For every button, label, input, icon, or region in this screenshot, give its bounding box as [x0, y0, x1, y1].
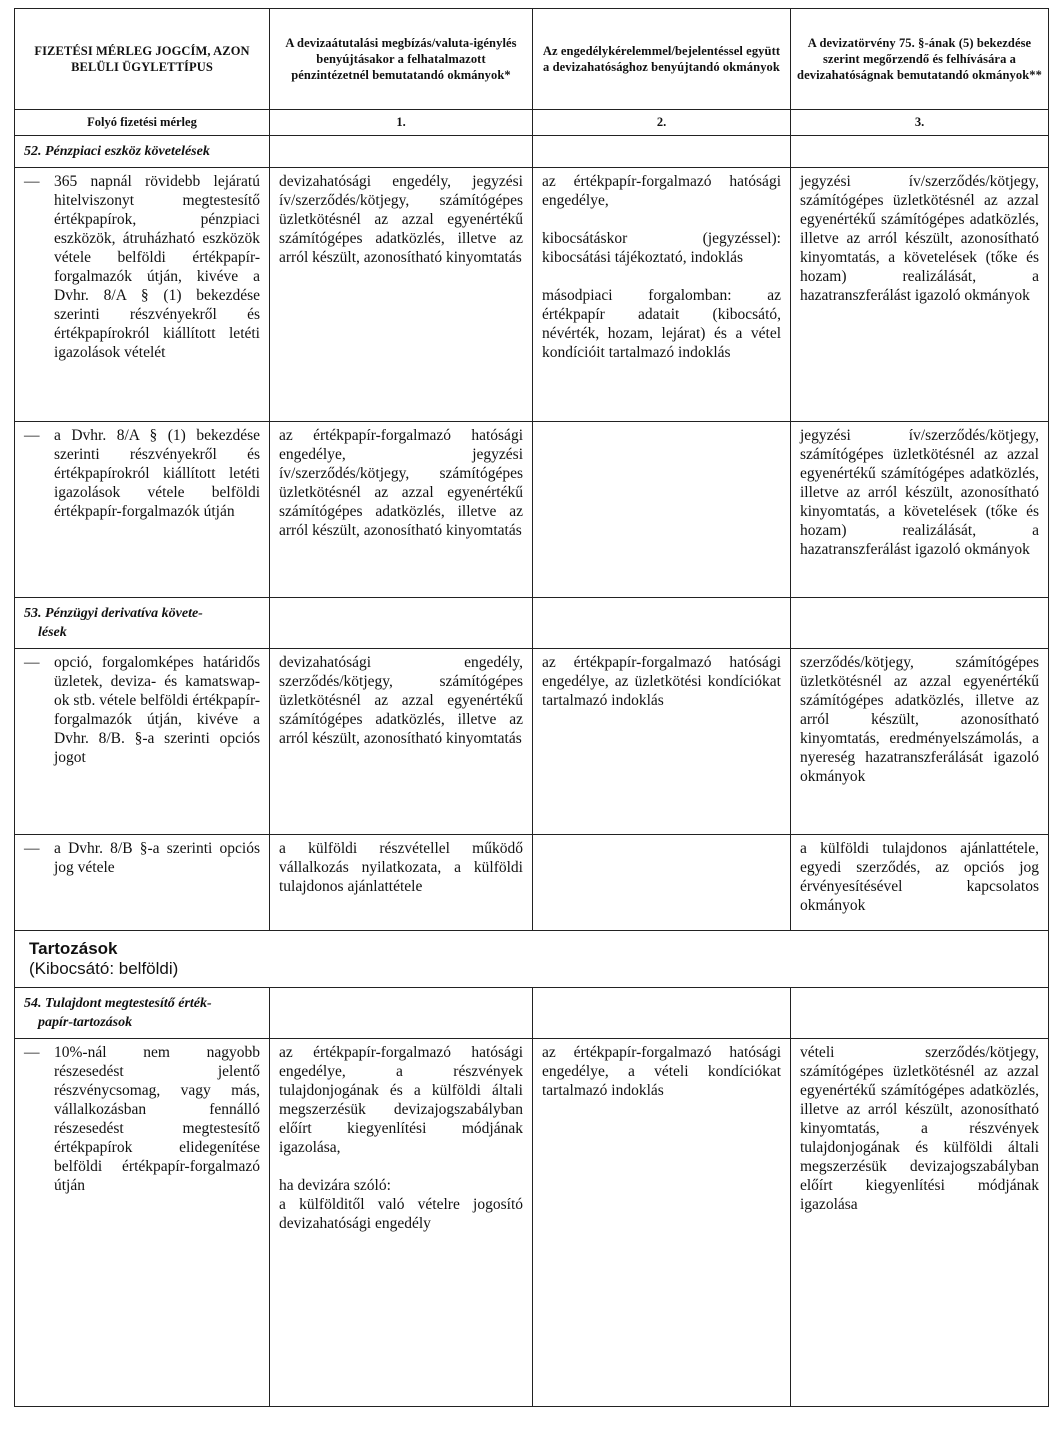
section-title-54	[15, 988, 270, 1039]
cell-col3: vételi szerződés/kötjegy, számítógépes üzletkötésnél az azzal egyenértékű számítógépes adatközlés, illetve az arról készült, azonosítható kinyomtatás, a részvények tulajdonjogának és külföldi általi megszerzésük devizajogszabályban előírt kiegyenlítési módjának igazolása	[791, 1039, 1049, 1407]
numbering-col0: Folyó fizetési mérleg	[15, 110, 270, 136]
empty-cell	[791, 931, 1049, 988]
cell-col3: jegyzési ív/szerződés/kötjegy, számítógépes üzletkötésnél az azzal egyenértékű számítógépes adatközlés, illetve az arról készült, azonosítható kinyomtatás, a követelések (tőke és hozam) realizálását, a hazatranszferálást igazoló okmányok	[791, 422, 1049, 598]
empty-cell	[270, 598, 533, 649]
cell-paragraph: kibocsátáskor (jegyzéssel): kibocsátási tájékoztató, indoklás	[542, 230, 781, 266]
cell-paragraph: ha devizára szóló:	[279, 1177, 391, 1194]
row-text: opció, forgalomképes határidős üzletek, deviza- és kamatswap-ok stb. vétele belföldi értékpapír-forgalmazók útján, kivéve a Dvhr. 8/B. §-a szerinti opciós jogot	[54, 654, 260, 766]
dash-marker: —	[24, 840, 40, 857]
header-col3: A devizatörvény 75. §-ának (5) bekezdése szerint megőrzendő és felhívására a devizahatóságnak bemutatandó okmányok**	[791, 9, 1049, 110]
numbering-col3: 3.	[791, 110, 1049, 136]
dash-marker: —	[24, 654, 40, 671]
header-row	[15, 9, 1049, 110]
dash-marker: —	[24, 173, 40, 190]
empty-cell	[791, 136, 1049, 168]
cell-col3: szerződés/kötjegy, számítógépes üzletkötésnél az azzal egyenértékű számítógépes adatközlés, illetve az arról készült, azonosítható kinyomtatás, eredményelszámolás, a nyereség hazatranszferálását igazoló okmányok	[791, 649, 1049, 835]
row-title	[15, 422, 270, 598]
table-row	[15, 835, 1049, 931]
dash-marker: —	[24, 427, 40, 444]
section-title-53	[15, 598, 270, 649]
cell-col2	[533, 835, 791, 931]
header-col2: Az engedélykérelemmel/bejelentéssel együtt a devizahatósághoz benyújtandó okmányok	[533, 9, 791, 110]
row-text: a Dvhr. 8/B §-a szerinti opciós jog vétele	[54, 840, 260, 876]
row-title	[15, 649, 270, 835]
section-row-53	[15, 598, 1049, 649]
cell-col3: a külföldi tulajdonos ajánlattétele, egyedi szerződés, az opciós jog érvényesítésével kapcsolatos okmányok	[791, 835, 1049, 931]
document-table	[14, 8, 1049, 1407]
empty-cell	[791, 598, 1049, 649]
cell-paragraph: az értékpapír-forgalmazó hatósági engedélye, a részvények tulajdonjogának és a külföldi általi megszerzésük devizajogszabályban előírt kiegyenlítési módjának igazolása,	[279, 1044, 523, 1156]
numbering-row	[15, 110, 1049, 136]
section-row-52	[15, 136, 1049, 168]
row-title	[15, 1039, 270, 1407]
tartozasok-row	[15, 931, 1049, 988]
header-col1: A devizaátutalási megbízás/valuta-igénylés benyújtásakor a felhatalmazott pénzintézetnél bemutatandó okmányok*	[270, 9, 533, 110]
tartozasok-heading	[15, 931, 270, 988]
cell-col3: jegyzési ív/szerződés/kötjegy, számítógépes üzletkötésnél az azzal egyenértékű számítógépes adatközlés, illetve az arról készült, azonosítható kinyomtatás, a követelések (tőke és hozam) realizálását, a hazatranszferálást igazoló okmányok	[791, 168, 1049, 422]
empty-cell	[533, 136, 791, 168]
header-col0: FIZETÉSI MÉRLEG JOGCÍM, AZON BELÜLI ÜGYLETTÍPUS	[15, 9, 270, 110]
empty-cell	[791, 988, 1049, 1039]
table-row	[15, 649, 1049, 835]
dash-marker: —	[24, 1044, 40, 1061]
row-text: 10%-nál nem nagyobb részesedést jelentő részvénycsomag, vagy más, vállalkozásban fennálló részesedést megtestesítő értékpapírok elidegenítése belföldi értékpapír-forgalmazó útján	[54, 1044, 260, 1194]
numbering-col2: 2.	[533, 110, 791, 136]
cell-col1	[270, 1039, 533, 1407]
empty-cell	[270, 931, 533, 988]
cell-paragraph: másodpiaci forgalomban: az értékpapír adatait (kibocsátó, névérték, hozam, lejárat) és a vétel kondícióit tartalmazó indoklás	[542, 287, 781, 361]
cell-col2: az értékpapír-forgalmazó hatósági engedélye, a vételi kondíciókat tartalmazó indoklás	[533, 1039, 791, 1407]
section-title-52: 52. Pénzpiaci eszköz követelések	[15, 136, 270, 168]
section-title-line: papír-tartozások	[38, 1015, 133, 1030]
tartozasok-subtitle: (Kibocsátó: belföldi)	[29, 959, 179, 978]
row-text: 365 napnál rövidebb lejáratú hitelviszonyt megtestesítő értékpapírok, pénzpiaci eszközök, átruházható eszközök vétele belföldi értékpapír-forgalmazók útján, kivéve a Dvhr. 8/A § (1) bekezdése szerinti részvényekről és értékpapírokról kiállított letéti igazolások vételét	[54, 173, 260, 361]
table-row	[15, 168, 1049, 422]
cell-col1: devizahatósági engedély, szerződés/kötjegy, számítógépes üzletkötésnél az azzal egyenértékű számítógépes adatközlés, illetve az arról készült, azonosítható kinyomtatás	[270, 649, 533, 835]
cell-paragraph: az értékpapír-forgalmazó hatósági engedélye,	[542, 173, 781, 209]
empty-cell	[533, 598, 791, 649]
table-row	[15, 422, 1049, 598]
cell-col1: devizahatósági engedély, jegyzési ív/szerződés/kötjegy, számítógépes üzletkötésnél az azzal egyenértékű számítógépes adatközlés, illetve az arról készült, azonosítható kinyomtatás	[270, 168, 533, 422]
empty-cell	[270, 136, 533, 168]
empty-cell	[533, 931, 791, 988]
section-title-line: 54. Tulajdont megtestesítő érték-	[24, 996, 212, 1011]
row-text: a Dvhr. 8/A § (1) bekezdése szerinti részvényekről és értékpapírokról kiállított letéti igazolások vétele belföldi értékpapír-forgalmazók útján	[54, 427, 260, 520]
section-title-line: 53. Pénzügyi derivatíva követe-	[24, 606, 203, 621]
cell-paragraph: a külfölditől való vételre jogosító devizahatósági engedély	[279, 1196, 523, 1232]
cell-col2	[533, 422, 791, 598]
cell-col1: az értékpapír-forgalmazó hatósági engedélye, jegyzési ív/szerződés/kötjegy, számítógépes üzletkötésnél az azzal egyenértékű számítógépes adatközlés, illetve az arról készült, azonosítható kinyomtatás	[270, 422, 533, 598]
empty-cell	[270, 988, 533, 1039]
cell-col2	[533, 168, 791, 422]
row-title	[15, 835, 270, 931]
empty-cell	[533, 988, 791, 1039]
tartozasok-title: Tartozások	[29, 939, 118, 958]
numbering-col1: 1.	[270, 110, 533, 136]
section-row-54	[15, 988, 1049, 1039]
cell-col1: a külföldi részvétellel működő vállalkozás nyilatkozata, a külföldi tulajdonos ajánlattétele	[270, 835, 533, 931]
table-row	[15, 1039, 1049, 1407]
cell-col2: az értékpapír-forgalmazó hatósági engedélye, az üzletkötési kondíciókat tartalmazó indoklás	[533, 649, 791, 835]
section-title-line: lések	[38, 625, 67, 640]
row-title	[15, 168, 270, 422]
